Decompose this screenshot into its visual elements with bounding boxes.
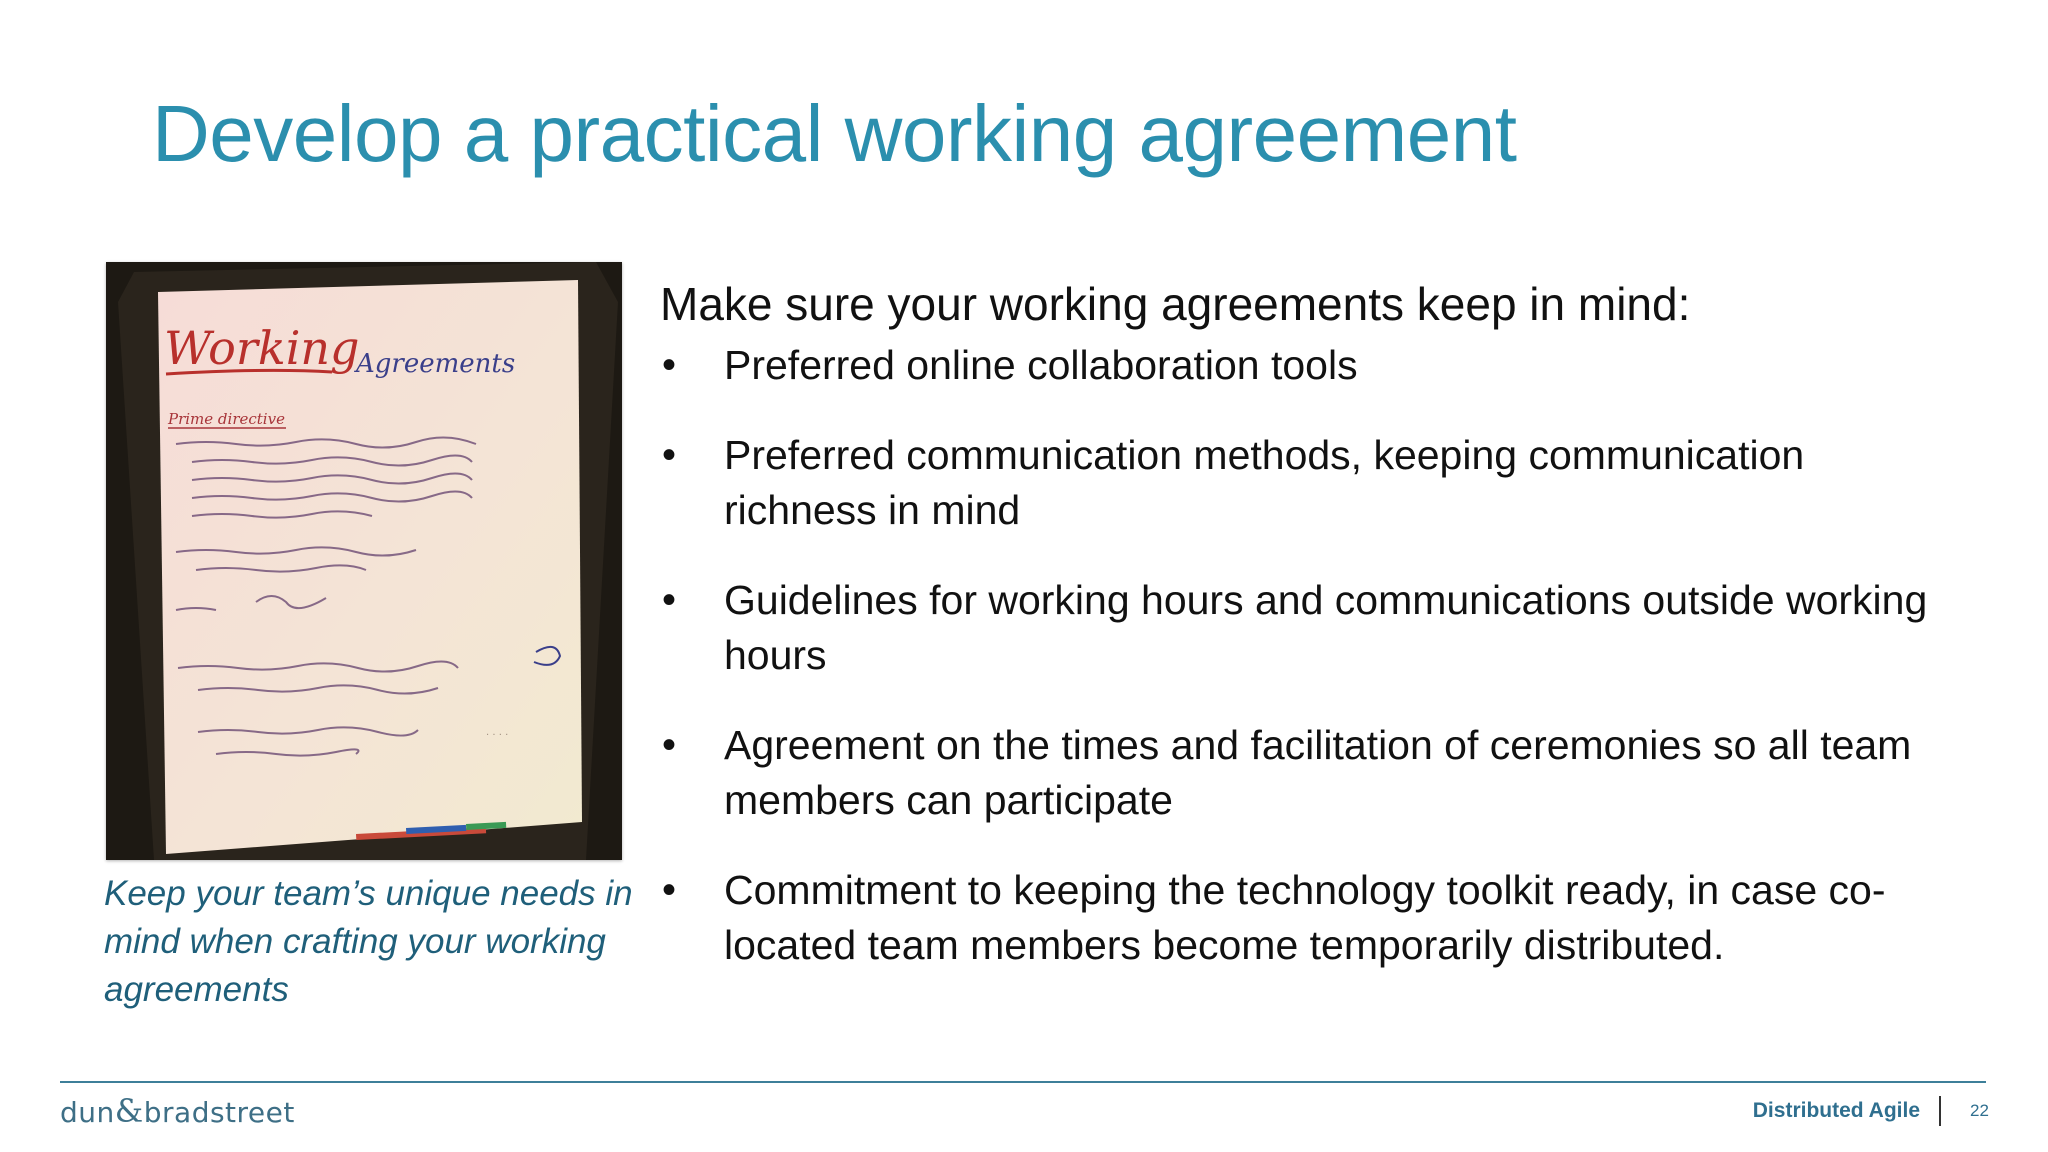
bullet-list xyxy=(660,338,1960,973)
bullet-text: Agreement on the times and facilitation of ceremonies so all team members can participate xyxy=(724,722,1912,823)
bullet-text: Preferred communication methods, keeping communication richness in mind xyxy=(724,432,1805,533)
bullet-glyph: • xyxy=(662,433,677,477)
footer-presentation-label: Distributed Agile xyxy=(1752,1099,1920,1122)
bullet-text: Commitment to keeping the technology toolkit ready, in case co-located team members become temporarily distributed. xyxy=(724,867,1886,968)
svg-text:Working: Working xyxy=(164,321,360,375)
photo-caption: Keep your team’s unique needs in mind when crafting your working agreements xyxy=(104,874,633,1009)
bullet-glyph: • xyxy=(662,723,677,767)
bullet-glyph: • xyxy=(662,868,677,912)
logo-ampersand: & xyxy=(114,1092,144,1130)
svg-text:· · · ·: · · · · xyxy=(486,730,509,741)
logo-text-right: bradstreet xyxy=(143,1096,295,1129)
company-logo xyxy=(60,1092,295,1130)
bullet-glyph: • xyxy=(662,578,677,622)
svg-text:Prime directive: Prime directive xyxy=(168,410,285,428)
bullet-item xyxy=(660,573,1960,683)
logo-text-left: dun xyxy=(60,1096,115,1129)
working-agreements-photo xyxy=(106,262,622,860)
bullet-item xyxy=(660,428,1960,538)
bullet-item xyxy=(660,863,1960,973)
page-number: 22 xyxy=(1970,1101,1989,1120)
slide-title: Develop a practical working agreement xyxy=(152,89,1517,178)
bullet-item xyxy=(660,718,1960,828)
intro-text: Make sure your working agreements keep in mind: xyxy=(660,278,1691,330)
bullet-glyph: • xyxy=(662,343,677,387)
bullet-item xyxy=(660,338,1960,393)
svg-text:Agreements: Agreements xyxy=(356,349,516,379)
bullet-text: Guidelines for working hours and communications outside working hours xyxy=(724,577,1928,678)
footer-divider xyxy=(60,1081,1986,1083)
content-area xyxy=(660,276,1960,1008)
footer-separator xyxy=(1939,1096,1941,1126)
bullet-text: Preferred online collaboration tools xyxy=(724,342,1358,388)
